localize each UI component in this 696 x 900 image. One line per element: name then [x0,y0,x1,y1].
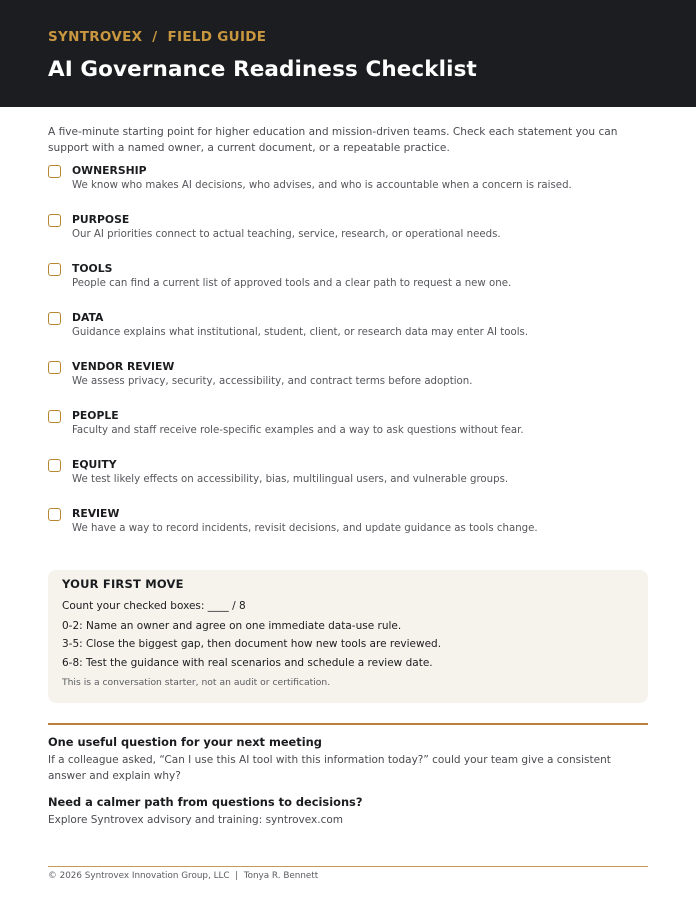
checkbox-tools[interactable] [48,263,61,276]
checklist-item-review [48,507,648,556]
item-label: TOOLS [72,262,113,275]
range-line: 6-8: Test the guidance with real scenarios and schedule a review date. [62,657,433,669]
checkbox-purpose[interactable] [48,214,61,227]
checklist-item-vendor-review [48,360,648,409]
checklist-item-ownership [48,164,648,213]
panel-note: This is a conversation starter, not an audit or certification. [62,677,331,688]
footer-divider [48,866,648,867]
item-label: REVIEW [72,507,120,520]
item-description: Faculty and staff receive role-specific examples and a way to ask questions without fear. [72,425,524,436]
item-label: EQUITY [72,458,117,471]
checkbox-people[interactable] [48,410,61,423]
item-label: OWNERSHIP [72,164,147,177]
item-description: We test likely effects on accessibility, bias, multilingual users, and vulnerable groups. [72,474,509,485]
footer-copyright: © 2026 Syntrovex Innovation Group, LLC | Tonya R. Bennett [48,871,319,881]
item-label: VENDOR REVIEW [72,360,175,373]
panel-title: YOUR FIRST MOVE [62,577,184,591]
item-description: We know who makes AI decisions, who advises, and who is accountable when a concern is raised. [72,180,572,191]
intro-text: A five-minute starting point for higher education and mission-driven teams. Check each statement you can support with a named owner, a current document, or a repeatable practice. [48,126,618,154]
section-divider [48,723,648,725]
page-title: AI Governance Readiness Checklist [48,57,477,82]
item-description: People can find a current list of approved tools and a clear path to request a new one. [72,278,512,289]
cta-heading: Need a calmer path from questions to decisions? [48,795,363,809]
checkbox-vendor-review[interactable] [48,361,61,374]
checkbox-ownership[interactable] [48,165,61,178]
checkbox-review[interactable] [48,508,61,521]
item-label: PURPOSE [72,213,130,226]
checklist-item-data [48,311,648,360]
item-label: PEOPLE [72,409,119,422]
checkbox-equity[interactable] [48,459,61,472]
first-move-panel [48,570,648,703]
count-line: Count your checked boxes: ____ / 8 [62,600,246,612]
checklist-item-purpose [48,213,648,262]
item-description: Our AI priorities connect to actual teaching, service, research, or operational needs. [72,229,501,240]
checklist-item-tools [48,262,648,311]
item-description: We have a way to record incidents, revisit decisions, and update guidance as tools change. [72,523,538,534]
range-line: 0-2: Name an owner and agree on one immediate data-use rule. [62,620,402,632]
checklist-item-equity [48,458,648,507]
brand-breadcrumb: SYNTROVEX / FIELD GUIDE [48,29,267,45]
cta-body: Explore Syntrovex advisory and training: syntrovex.com [48,814,344,826]
checklist [48,164,648,556]
item-description: We assess privacy, security, accessibility, and contract terms before adoption. [72,376,473,387]
range-line: 3-5: Close the biggest gap, then document how new tools are reviewed. [62,638,442,650]
question-body: If a colleague asked, “Can I use this AI tool with this information today?” could your team give a consistent answer and explain why? [48,754,611,782]
checkbox-data[interactable] [48,312,61,325]
page-header [0,0,696,107]
checklist-item-people [48,409,648,458]
item-description: Guidance explains what institutional, student, client, or research data may enter AI tools. [72,327,529,338]
question-heading: One useful question for your next meeting [48,735,322,749]
item-label: DATA [72,311,104,324]
